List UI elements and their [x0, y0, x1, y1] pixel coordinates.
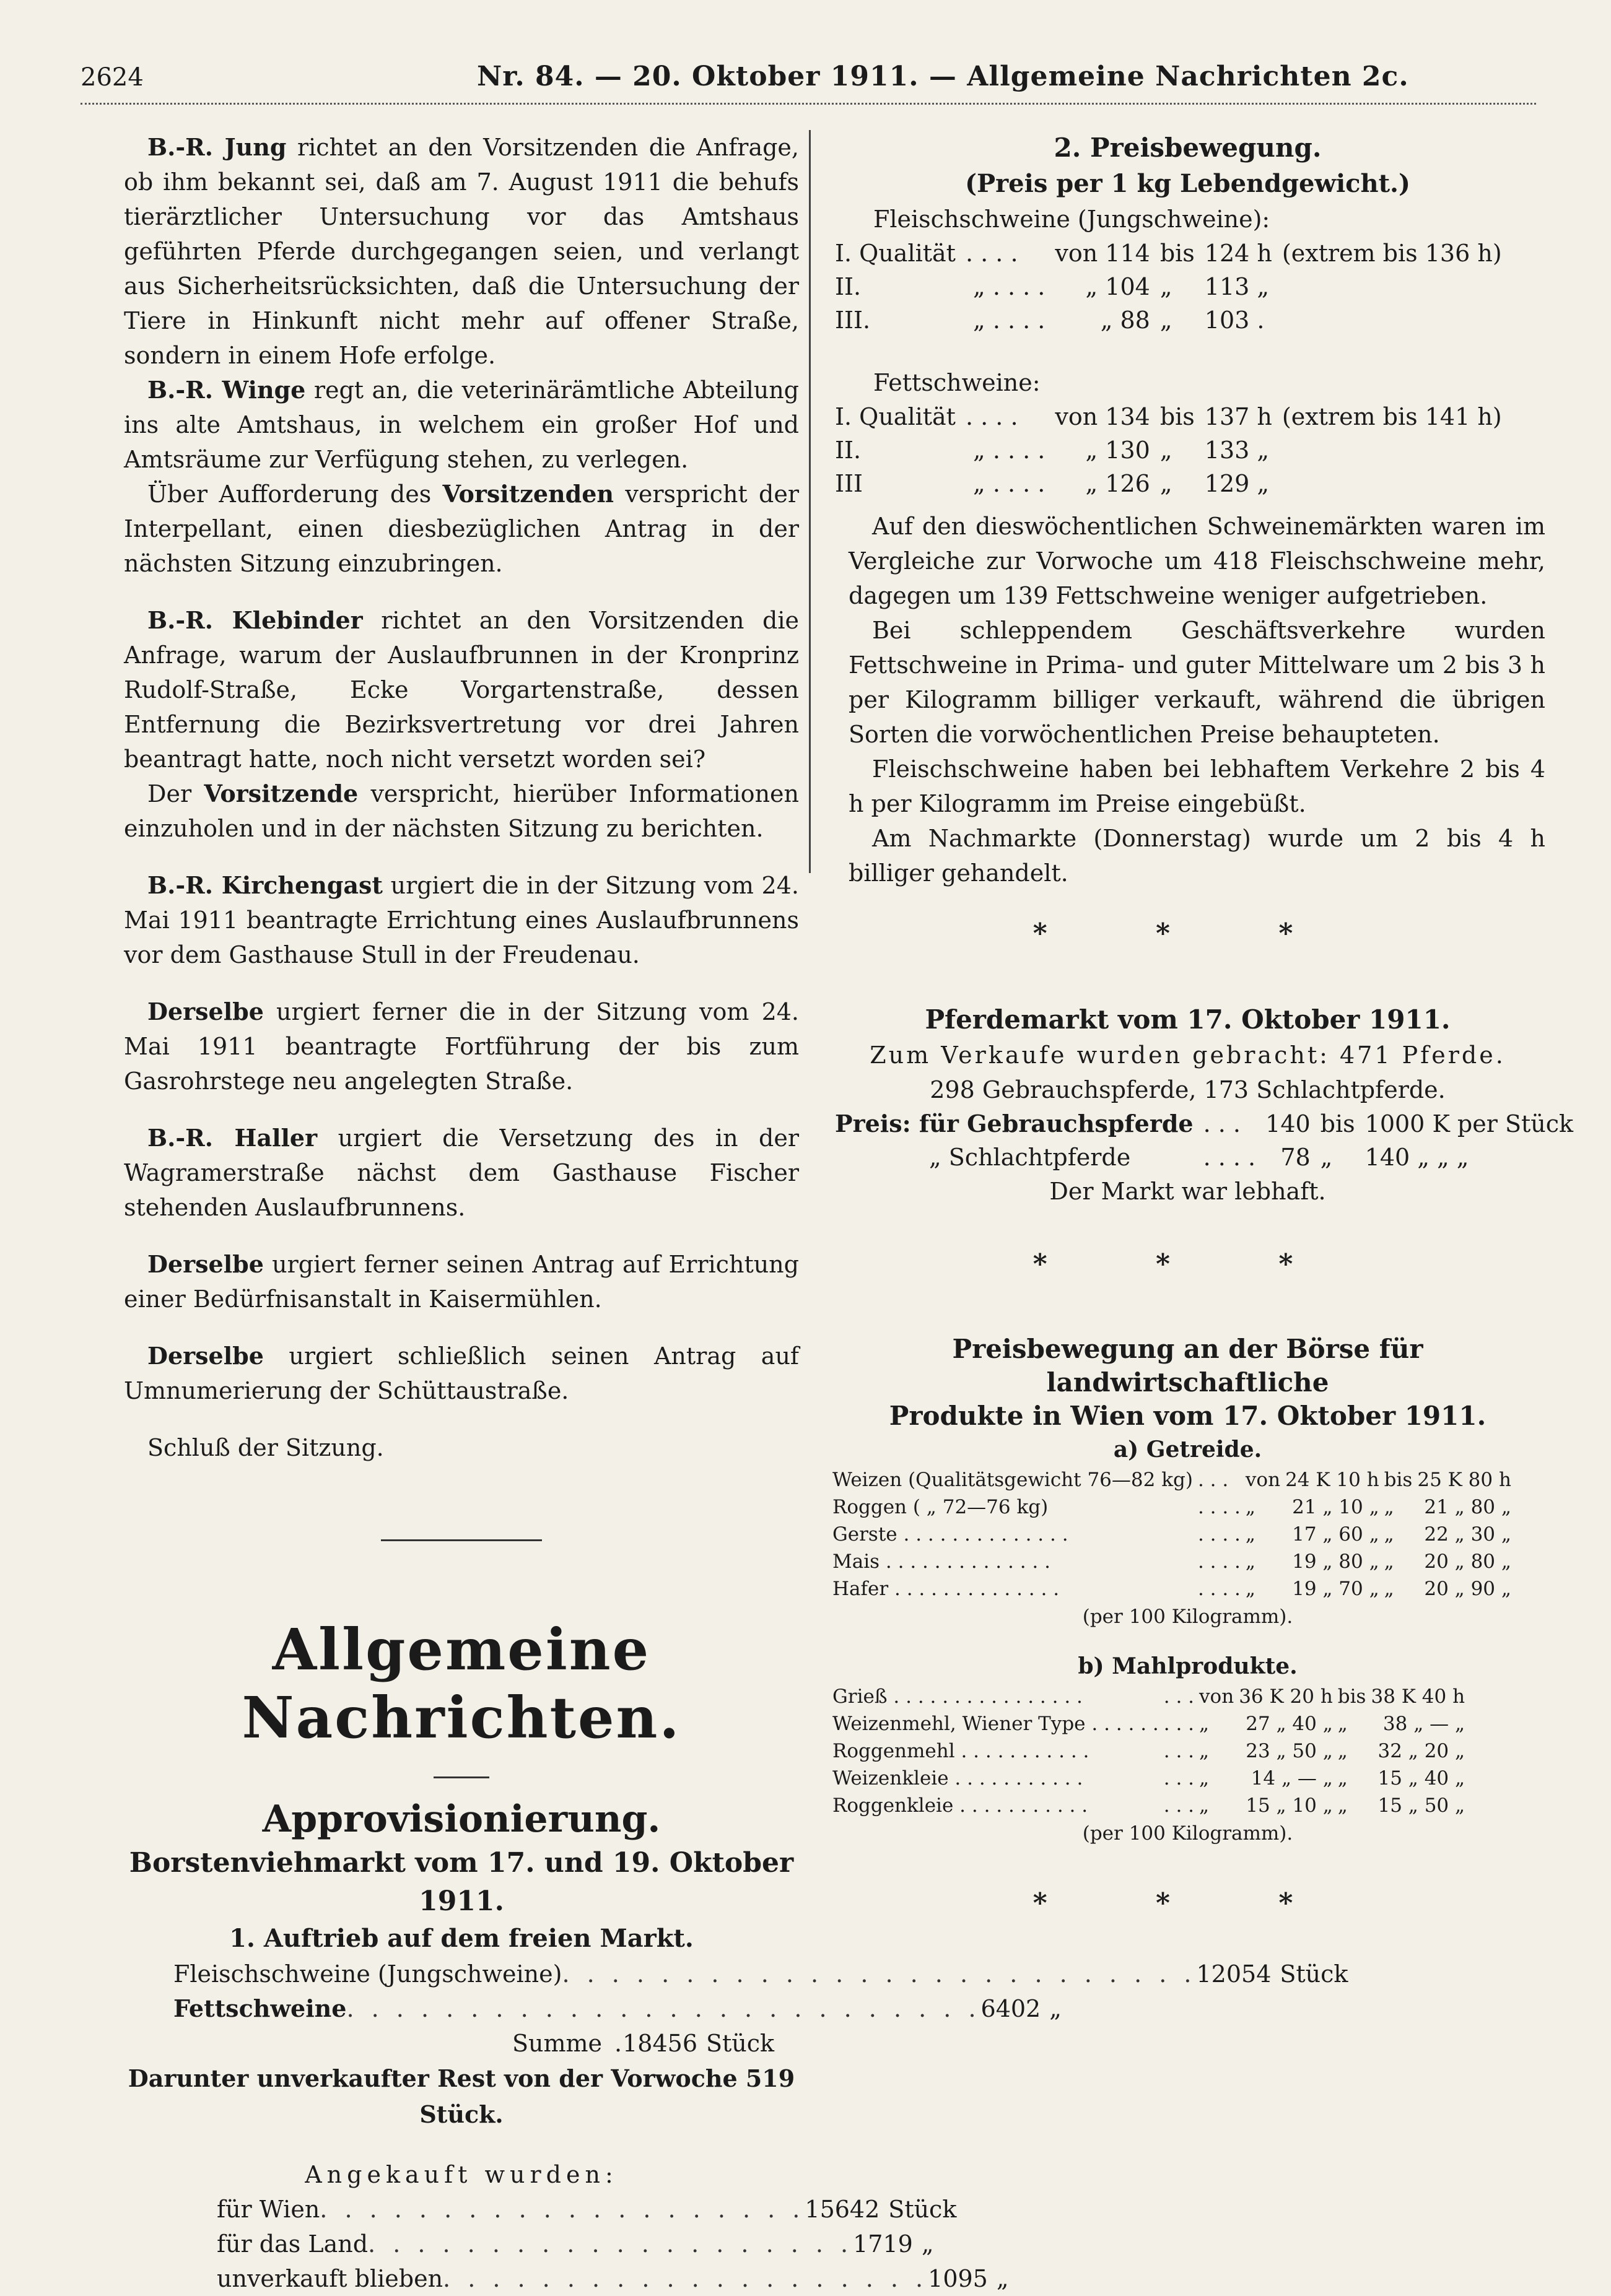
paragraph-derselbe-1: Derselbe urgiert ferner die in der Sitzung vom 24. Mai 1911 beantragte Fortführung der bis zum Gasrohrstege neu angelegten Straße.: [124, 998, 799, 1095]
getreide-note: (per 100 Kilogramm).: [1082, 1606, 1293, 1628]
preis-subheading: (Preis per 1 kg Lebendgewicht.): [965, 169, 1410, 198]
table-row: II. „ . . . . „ 104 „ 113 „: [835, 273, 1270, 300]
page-number: 2624: [81, 63, 144, 92]
auftrieb-list: [173, 1957, 1348, 2061]
paragraph-schluss: Schluß der Sitzung.: [147, 1434, 384, 1461]
table-row: Gerste . . . . . . . . . . . . . . . . . . „ 17 „ 60 „ „ 22 „ 30 „: [832, 1523, 1511, 1546]
table-row: III „ . . . . „ 126 „ 129 „: [835, 470, 1270, 497]
list-item: für das Land . . . . . . . . . . . . . . . . . . . . 1719 „: [217, 2230, 934, 2258]
table-row: I. Qualität . . . . von 134 bis 137 h (extrem bis 141 h): [835, 403, 1502, 430]
table-row: Weizen (Qualitätsgewicht 76—82 kg) . . . von 24 K 10 h bis 25 K 80 h: [832, 1469, 1511, 1491]
fett-heading: Fettschweine:: [873, 369, 1041, 396]
table-row: II. „ . . . . „ 130 „ 133 „: [835, 437, 1270, 464]
table-row: Hafer . . . . . . . . . . . . . . . . . . „ 19 „ 70 „ „ 20 „ 90 „: [832, 1578, 1511, 1600]
table-row: Roggenkleie . . . . . . . . . . . . . . „ 15 „ 10 „ „ 15 „ 50 „: [832, 1794, 1465, 1817]
paragraph: Fleischschweine haben bei lebhaftem Verkehre 2 bis 4 h per Kilogramm im Preise eingebüßt.: [849, 755, 1545, 817]
pferde-price-table: [830, 1107, 1578, 1174]
table-row: Weizenkleie . . . . . . . . . . . . . . „ 14 „ — „ „ 15 „ 40 „: [832, 1767, 1465, 1789]
rest-line: Darunter unverkaufter Rest von der Vorwoche 519 Stück.: [128, 2064, 795, 2128]
list-item: Fettschweine . . . . . . . . . . . . . . . . . . . . . . . . . . 6402 „: [173, 1994, 1062, 2022]
paragraph-derselbe-3: Derselbe urgiert schließlich seinen Antrag auf Umnumerierung der Schüttaustraße.: [124, 1342, 799, 1404]
paragraph-vorsitzende: Der Vorsitzende verspricht, hierüber Informationen einzuholen und in der nächsten Sitzung zu berichten.: [124, 780, 799, 842]
preis-heading: 2. Preisbewegung.: [1054, 133, 1322, 163]
list-item: Fleischschweine (Jungschweine) . . . . . . . . . . . . . . . . . . . . . . . . . . 12054 Stück: [173, 1960, 1348, 1988]
table-row: „ Schlachtpferde . . . . 78 „ 140 „ „ „: [929, 1144, 1469, 1171]
auftrieb-heading: 1. Auftrieb auf dem freien Markt.: [229, 1924, 694, 1953]
market-title: Borstenviehmarkt vom 17. und 19. Oktober 1911.: [129, 1847, 794, 1917]
table-row: I. Qualität . . . . von 114 bis 124 h (extrem bis 136 h): [835, 240, 1502, 267]
paragraph-klebinder: B.-R. Klebinder richtet an den Vorsitzenden die Anfrage, warum der Auslaufbrunnen in der Kronprinz Rudolf-Straße, Ecke Vorgartenstraße, dessen Entfernung die Bezirksvertretung vor drei Jahren beantragt hatte, noch nicht versetzt worden sei?: [124, 606, 799, 773]
paragraph-winge: B.-R. Winge regt an, die veterinärämtliche Abteilung ins alte Amtshaus, in welchem ein großer Hof und Amtsräume zur Verfügung stehen, zu verlegen.: [124, 376, 799, 473]
angekauft-list: [217, 2192, 1009, 2296]
boerse-title-1: Preisbewegung an der Börse für landwirtschaftliche: [952, 1334, 1423, 1398]
getreide-table: [830, 1466, 1514, 1602]
table-row: Preis: für Gebrauchspferde . . . 140 bis 1000 K per Stück: [835, 1110, 1574, 1137]
subtitle: Approvisionierung.: [262, 1798, 661, 1841]
paragraph-kirchengast: B.-R. Kirchengast urgiert die in der Sitzung vom 24. Mai 1911 beantragte Errichtung eines Auslaufbrunnens vor dem Gasthause Stull in der Freudenau.: [124, 871, 799, 968]
pferde-note: Der Markt war lebhaft.: [1049, 1178, 1326, 1205]
paragraph: Am Nachmarkte (Donnerstag) wurde um 2 bis 4 h billiger gehandelt.: [849, 825, 1545, 887]
boerse-title-2: Produkte in Wien vom 17. Oktober 1911.: [889, 1401, 1487, 1431]
list-item: Summe . 18456 Stück: [512, 2030, 775, 2057]
mahl-table: [830, 1683, 1467, 1819]
table-row: Roggenmehl . . . . . . . . . . . . . . „ 23 „ 50 „ „ 32 „ 20 „: [832, 1740, 1465, 1762]
table-row: Mais . . . . . . . . . . . . . . . . . . „ 19 „ 80 „ „ 20 „ 80 „: [832, 1550, 1511, 1573]
column-divider: [809, 130, 811, 873]
fleisch-price-table: [830, 237, 1507, 337]
pferde-title: Pferdemarkt vom 17. Oktober 1911.: [925, 1004, 1451, 1035]
header-divider: [81, 103, 1536, 111]
list-item: unverkauft blieben . . . . . . . . . . . . . . . . . . . . 1095 „: [217, 2265, 1009, 2292]
paragraph-haller: B.-R. Haller urgiert die Versetzung des in der Wagramerstraße nächst dem Gasthause Fischer stehenden Auslaufbrunnens.: [124, 1124, 799, 1221]
running-title: Nr. 84. — 20. Oktober 1911. — Allgemeine Nachrichten 2c.: [477, 61, 1409, 92]
pferde-line1: Zum Verkaufe wurden gebracht: 471 Pferde.: [870, 1041, 1506, 1069]
page-header: [81, 57, 1536, 100]
list-item: für Wien . . . . . . . . . . . . . . . . . . . . 15642 Stück: [217, 2196, 957, 2223]
paragraph: Bei schleppendem Geschäftsverkehre wurden Fettschweine in Prima- und guter Mittelware um 2 bis 3 h per Kilogramm billiger verkauft, während die übrigen Sorten die vorwöchentlichen Preise behaupteten.: [849, 617, 1545, 748]
mahl-heading: b) Mahlprodukte.: [1078, 1653, 1298, 1679]
paragraph-vorsitzender: Über Aufforderung des Vorsitzenden verspricht der Interpellant, einen diesbezüglichen Antrag in der nächsten Sitzung einzubringen.: [124, 480, 800, 577]
pferde-line2: 298 Gebrauchspferde, 173 Schlachtpferde.: [930, 1076, 1446, 1103]
paragraph-jung: B.-R. Jung richtet an den Vorsitzenden die Anfrage, ob ihm bekannt sei, daß am 7. August 1911 die behufs tierärztlicher Untersuchung vor das Amtshaus geführten Pferde durchgegangen seien, und verlangt aus Sicherheitsrücksichten, daß die Untersuchung der Tiere in Hinkunft nicht mehr auf offener Straße, sondern in einem Hofe erfolge.: [124, 133, 799, 369]
mahl-note: (per 100 Kilogramm).: [1082, 1822, 1293, 1845]
table-row: III. „ . . . . „ 88 „ 103 .: [835, 307, 1265, 334]
paragraph: Auf den dieswöchentlichen Schweinemärkten waren im Vergleiche zur Vorwoche um 418 Fleischschweine mehr, dagegen um 139 Fettschweine weniger aufgetrieben.: [849, 513, 1545, 609]
table-row: Weizenmehl, Wiener Type . . . . . . . . . „ 27 „ 40 „ „ 38 „ — „: [832, 1713, 1465, 1735]
stars-separator: * * *: [1033, 1248, 1343, 1280]
stars-separator: * * *: [1033, 1887, 1343, 1919]
angekauft-heading: Angekauft wurden:: [305, 2161, 618, 2188]
stars-separator: * * *: [1033, 918, 1343, 949]
paragraph-derselbe-2: Derselbe urgiert ferner seinen Antrag auf Errichtung einer Bedürfnisanstalt in Kaisermühlen.: [124, 1250, 799, 1313]
fleisch-heading: Fleischschweine (Jungschweine):: [873, 206, 1270, 233]
right-column: [830, 130, 1574, 1922]
getreide-heading: a) Getreide.: [1113, 1437, 1262, 1463]
section-title: Allgemeine Nachrichten.: [242, 1616, 681, 1751]
fett-price-table: [830, 400, 1507, 500]
table-row: Grieß . . . . . . . . . . . . . . . . . . . von 36 K 20 h bis 38 K 40 h: [832, 1685, 1465, 1708]
table-row: Roggen ( „ 72—76 kg) . . . . „ 21 „ 10 „ „ 21 „ 80 „: [832, 1496, 1511, 1518]
